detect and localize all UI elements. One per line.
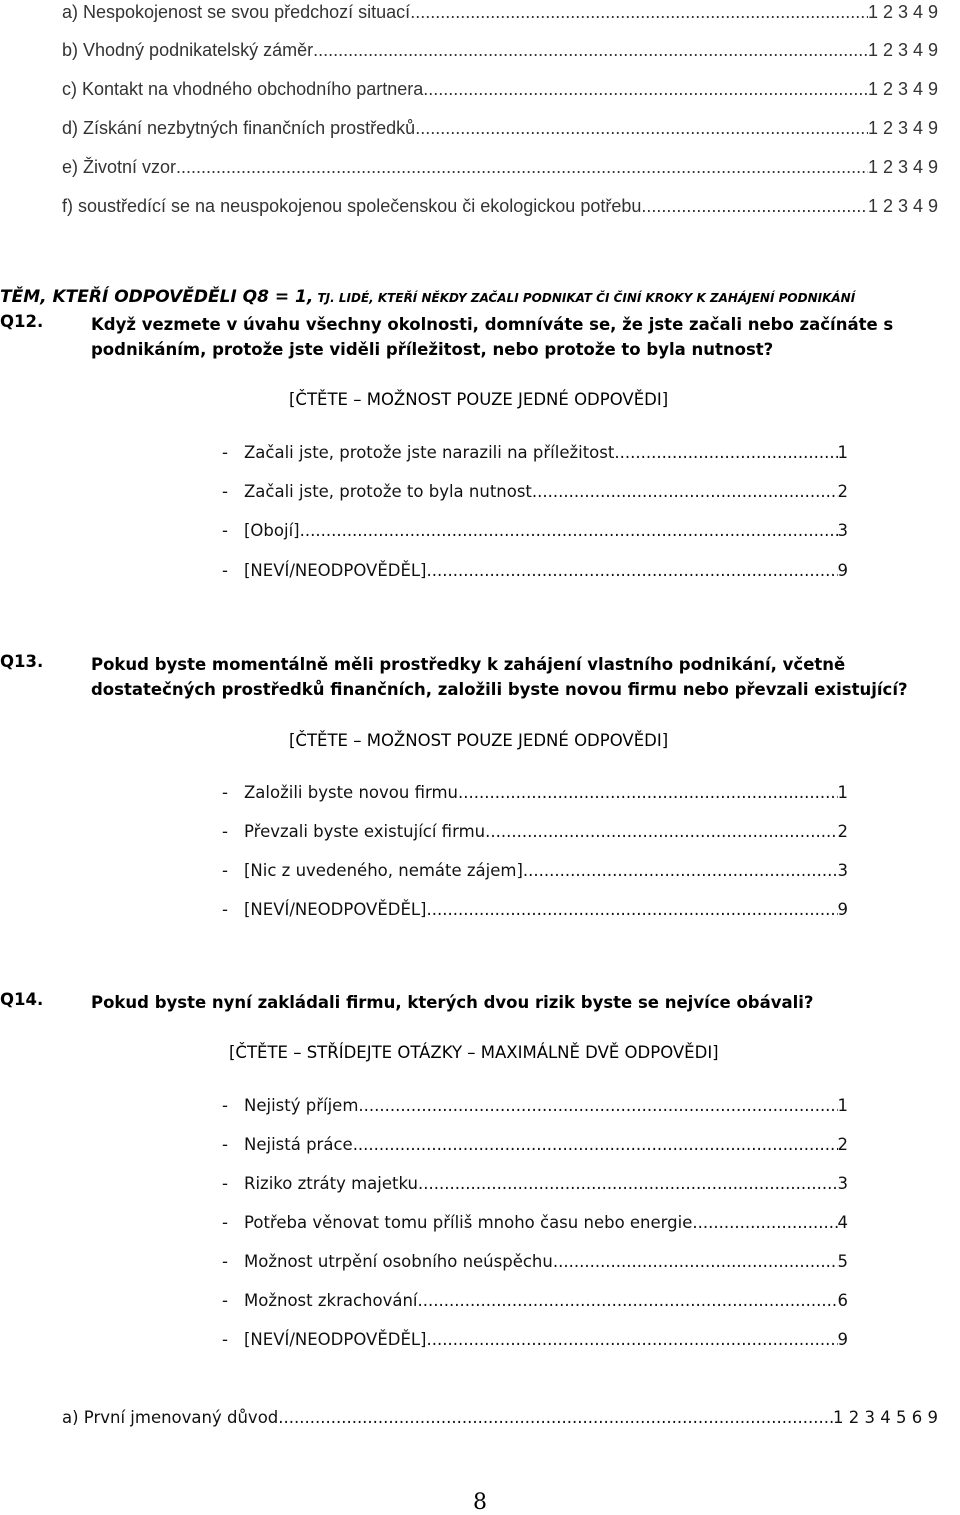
- first-reason-row: [62, 1408, 938, 1427]
- answer-option: [222, 1330, 848, 1349]
- dot-leader: [458, 783, 838, 802]
- option-label: Nejistý příjem: [244, 1096, 359, 1115]
- list-item: [62, 79, 938, 100]
- answer-option: [222, 861, 848, 880]
- answer-option: [222, 443, 848, 462]
- dot-leader: [353, 1135, 838, 1154]
- filter-heading-main: TĚM, KTEŘÍ ODPOVĚDĚLI Q8 = 1,: [0, 287, 314, 307]
- dot-leader: [358, 1096, 837, 1115]
- option-label: Začali jste, protože to byla nutnost: [244, 482, 532, 501]
- question-number: Q12.: [0, 312, 44, 331]
- answer-option: [222, 1174, 848, 1193]
- dot-leader: [523, 861, 838, 880]
- option-code: 3: [837, 861, 848, 880]
- option-label: Založili byste novou firmu: [244, 783, 458, 802]
- answer-option: [222, 1291, 848, 1310]
- dash-marker: -: [222, 822, 228, 841]
- option-code: 2: [837, 822, 848, 841]
- dot-leader: [176, 157, 868, 178]
- option-code: 1: [837, 783, 848, 802]
- dash-marker: -: [222, 783, 228, 802]
- list-item: [62, 196, 938, 217]
- question-text: Pokud byste momentálně měli prostředky k zahájení vlastního podnikání, včetně dostatečných prostředků finančních, založili byste novou firmu nebo převzali existující?: [91, 655, 908, 699]
- list-item: [62, 157, 938, 178]
- answer-option: [222, 1252, 848, 1271]
- answer-option: [222, 1213, 848, 1232]
- item-codes: 1 2 3 4 9: [867, 196, 938, 216]
- option-label: Možnost zkrachování: [244, 1291, 418, 1310]
- dot-leader: [641, 196, 868, 217]
- option-code: 9: [837, 561, 848, 580]
- dash-marker: -: [222, 1096, 228, 1115]
- dash-marker: -: [222, 561, 228, 580]
- dot-leader: [614, 443, 837, 462]
- item-label: c) Kontakt na vhodného obchodního partnera: [62, 79, 424, 99]
- dot-leader: [418, 1174, 838, 1193]
- answer-option: [222, 482, 848, 501]
- list-item: [62, 40, 938, 61]
- item-codes: 1 2 3 4 9: [867, 118, 938, 138]
- option-code: 1: [837, 443, 848, 462]
- answer-option: [222, 822, 848, 841]
- dot-leader: [532, 482, 838, 501]
- dash-marker: -: [222, 1252, 228, 1271]
- dash-marker: -: [222, 482, 228, 501]
- filter-heading-sub: TJ. LIDÉ, KTEŘÍ NĚKDY ZAČALI PODNIKAT ČI ČINÍ KROKY K ZAHÁJENÍ PODNIKÁNÍ: [313, 291, 856, 305]
- option-label: [Obojí]: [244, 521, 300, 540]
- item-label: a) Nespokojenost se svou předchozí situací: [62, 2, 411, 22]
- question-number: Q13.: [0, 652, 44, 671]
- dash-marker: -: [222, 1330, 228, 1349]
- dash-marker: -: [222, 861, 228, 880]
- item-codes: 1 2 3 4 9: [867, 79, 938, 99]
- option-label: [NEVÍ/NEODPOVĚDĚL]: [244, 561, 427, 580]
- item-codes: 1 2 3 4 9: [867, 40, 938, 60]
- option-label: Převzali byste existující firmu: [244, 822, 486, 841]
- option-label: [NEVÍ/NEODPOVĚDĚL]: [244, 1330, 427, 1349]
- dot-leader: [410, 2, 868, 23]
- option-code: 6: [837, 1291, 848, 1310]
- first-reason-label: a) První jmenovaný důvod: [62, 1408, 279, 1427]
- option-label: [Nic z uvedeného, nemáte zájem]: [244, 861, 523, 880]
- dash-marker: -: [222, 1174, 228, 1193]
- option-code: 5: [837, 1252, 848, 1271]
- dot-leader: [427, 561, 838, 580]
- answer-option: [222, 521, 848, 540]
- option-label: [NEVÍ/NEODPOVĚDĚL]: [244, 900, 427, 919]
- item-label: e) Životní vzor: [62, 157, 177, 177]
- dot-leader: [692, 1213, 837, 1232]
- dot-leader: [418, 1291, 838, 1310]
- dot-leader: [485, 822, 837, 841]
- dash-marker: -: [222, 1135, 228, 1154]
- first-reason-codes: 1 2 3 4 5 6 9: [833, 1408, 938, 1427]
- option-label: Nejistá práce: [244, 1135, 353, 1154]
- question-number: Q14.: [0, 990, 44, 1009]
- item-codes: 1 2 3 4 9: [867, 157, 938, 177]
- option-code: 1: [837, 1096, 848, 1115]
- answer-option: [222, 1096, 848, 1115]
- dot-leader: [415, 118, 868, 139]
- question-instruction: [ČTĚTE – STŘÍDEJTE OTÁZKY – MAXIMÁLNĚ DVĚ ODPOVĚDI]: [229, 1043, 719, 1062]
- option-code: 3: [837, 1174, 848, 1193]
- dot-leader: [553, 1252, 838, 1271]
- answer-option: [222, 900, 848, 919]
- option-code: 2: [837, 482, 848, 501]
- list-item: [62, 118, 938, 139]
- question-text: Když vezmete v úvahu všechny okolnosti, domníváte se, že jste začali nebo začínáte s podnikáním, protože jste viděli příležitost, nebo protože to byla nutnost?: [91, 315, 894, 359]
- option-label: Riziko ztráty majetku: [244, 1174, 418, 1193]
- dash-marker: -: [222, 900, 228, 919]
- dot-leader: [300, 521, 838, 540]
- question-text: Pokud byste nyní zakládali firmu, kterých dvou rizik byste se nejvíce obávali?: [91, 993, 814, 1012]
- option-code: 9: [837, 1330, 848, 1349]
- option-label: Možnost utrpění osobního neúspěchu: [244, 1252, 553, 1271]
- dash-marker: -: [222, 521, 228, 540]
- dash-marker: -: [222, 443, 228, 462]
- option-code: 3: [837, 521, 848, 540]
- option-code: 9: [837, 900, 848, 919]
- question-instruction: [ČTĚTE – MOŽNOST POUZE JEDNÉ ODPOVĚDI]: [289, 390, 669, 409]
- page-number: 8: [473, 1490, 487, 1515]
- list-item: [62, 2, 938, 23]
- option-label: Potřeba věnovat tomu příliš mnoho času nebo energie: [244, 1213, 693, 1232]
- item-codes: 1 2 3 4 9: [867, 2, 938, 22]
- item-label: b) Vhodný podnikatelský záměr: [62, 40, 314, 60]
- dot-leader: [423, 79, 868, 100]
- item-label: f) soustředící se na neuspokojenou společenskou či ekologickou potřebu: [62, 196, 642, 216]
- dot-leader: [313, 40, 868, 61]
- option-code: 2: [837, 1135, 848, 1154]
- question-instruction: [ČTĚTE – MOŽNOST POUZE JEDNÉ ODPOVĚDI]: [289, 731, 669, 750]
- dot-leader: [278, 1408, 833, 1427]
- answer-option: [222, 1135, 848, 1154]
- filter-heading: [0, 287, 855, 307]
- option-code: 4: [837, 1213, 848, 1232]
- answer-option: [222, 561, 848, 580]
- dash-marker: -: [222, 1291, 228, 1310]
- dot-leader: [427, 1330, 838, 1349]
- dot-leader: [427, 900, 838, 919]
- answer-option: [222, 783, 848, 802]
- dash-marker: -: [222, 1213, 228, 1232]
- option-label: Začali jste, protože jste narazili na příležitost: [244, 443, 615, 462]
- item-label: d) Získání nezbytných finančních prostředků: [62, 118, 416, 138]
